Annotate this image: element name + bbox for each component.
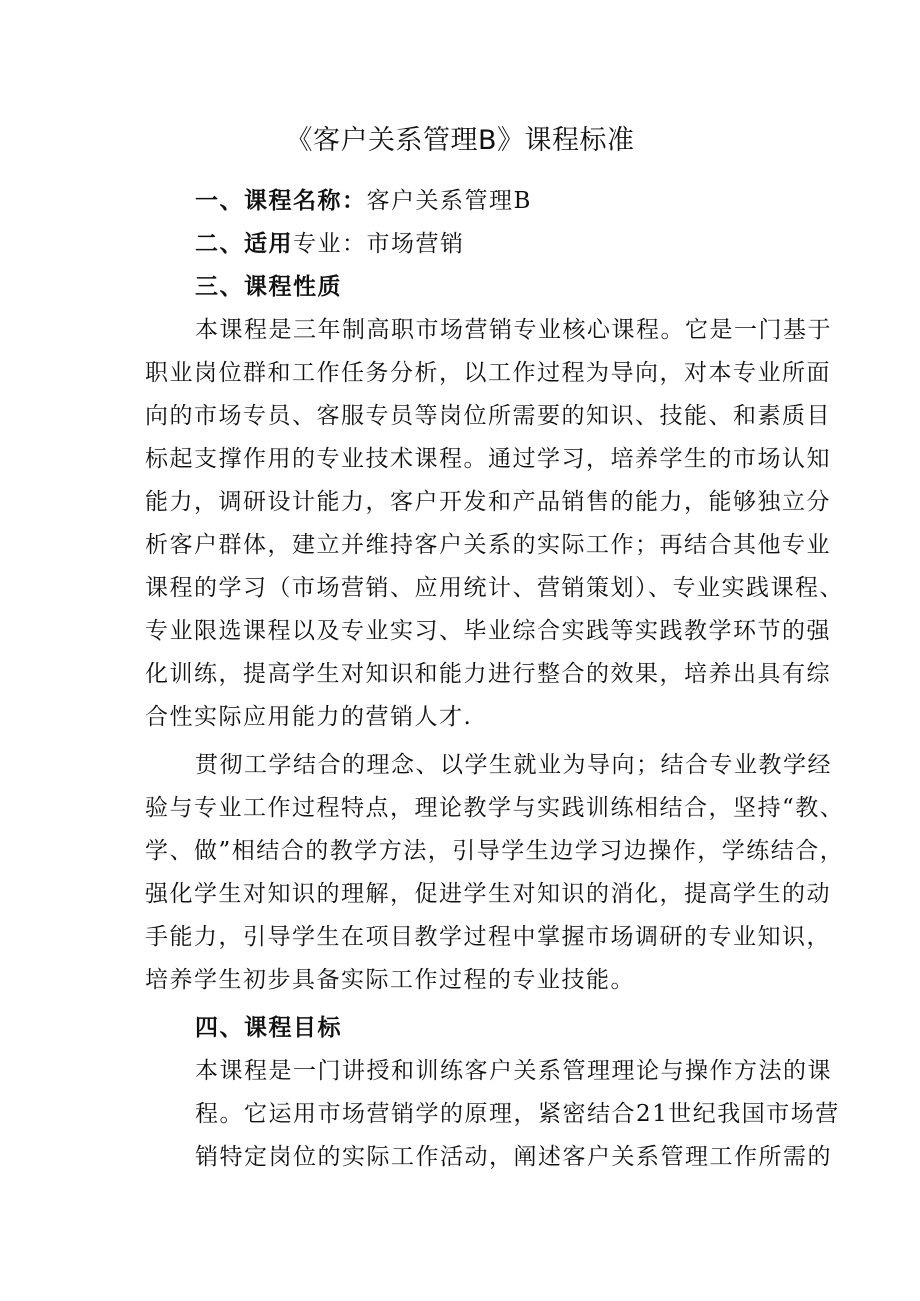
section-value: 客户关系管理B bbox=[366, 188, 532, 214]
paragraph-line: 培养学生初步具备实际工作过程的专业技能。 bbox=[145, 967, 635, 993]
paragraph-line: 验与专业工作过程特点，理论教学与实践训练相结合，坚持“教、 bbox=[145, 795, 845, 821]
paragraph-line: 合性实际应用能力的营销人才. bbox=[145, 704, 473, 730]
paragraph-line: 手能力，引导学生在项目教学过程中掌握市场调研的专业知识， bbox=[145, 924, 831, 950]
paragraph-line: 能力，调研设计能力，客户开发和产品销售的能力，能够独立分 bbox=[145, 489, 831, 515]
section-label: 二、适用 bbox=[195, 230, 293, 257]
paragraph-line: 课程的学习（市场营销、应用统计、营销策划）、专业实践课程、 bbox=[145, 575, 844, 601]
paragraph-line: 向的市场专员、客服专员等岗位所需要的知识、技能、和素质目 bbox=[145, 403, 831, 429]
paragraph-line: 专业限选课程以及专业实习、毕业综合实践等实践教学环节的强 bbox=[145, 618, 831, 644]
paragraph-line: 强化学生对知识的理解，促进学生对知识的消化，提高学生的动 bbox=[145, 881, 831, 907]
section-value: 市场营销 bbox=[366, 231, 465, 257]
section-course-goals: 四、课程目标 bbox=[195, 1014, 342, 1041]
document-title: 《客户关系管理B》课程标准 bbox=[285, 125, 635, 156]
paragraph-line: 职业岗位群和工作任务分析，以工作过程为导向，对本专业所面 bbox=[145, 360, 831, 386]
section-label-plain: 专业： bbox=[293, 231, 367, 257]
section-course-nature: 三、课程性质 bbox=[195, 273, 342, 300]
section-course-name bbox=[195, 186, 532, 216]
paragraph-line: 程。它运用市场营销学的原理，紧密结合21世纪我国市场营 bbox=[195, 1101, 840, 1127]
paragraph-line: 本课程是一门讲授和训练客户关系管理理论与操作方法的课 bbox=[195, 1058, 832, 1084]
paragraph-line: 本课程是三年制高职市场营销专业核心课程。它是一门基于 bbox=[195, 317, 832, 343]
section-major bbox=[195, 229, 465, 259]
paragraph-line: 销特定岗位的实际工作活动，阐述客户关系管理工作所需的 bbox=[195, 1144, 832, 1170]
paragraph-line: 贯彻工学结合的理念、以学生就业为导向；结合专业教学经 bbox=[195, 752, 832, 778]
paragraph-line: 化训练，提高学生对知识和能力进行整合的效果，培养出具有综 bbox=[145, 661, 831, 687]
paragraph-line: 学、做”相结合的教学方法，引导学生边学习边操作，学练结合， bbox=[145, 838, 845, 864]
section-label: 一、课程名称： bbox=[195, 187, 367, 214]
paragraph-line: 标起支撑作用的专业技术课程。通过学习，培养学生的市场认知 bbox=[145, 446, 831, 472]
paragraph-line: 析客户群体，建立并维持客户关系的实际工作；再结合其他专业 bbox=[145, 532, 831, 558]
